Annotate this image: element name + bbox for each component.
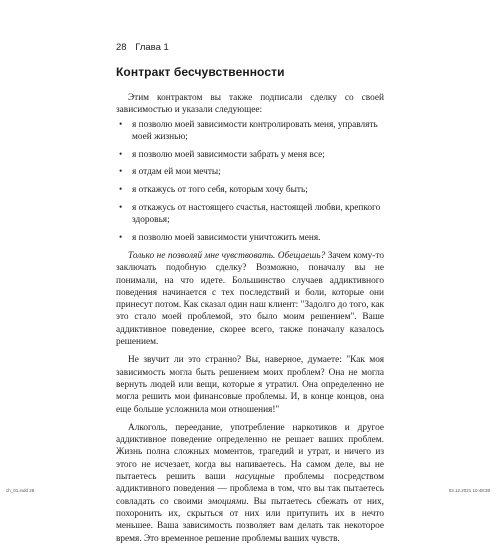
section-title: Контракт бесчувственности	[116, 65, 285, 79]
paragraph-3: Не звучит ли это странно? Вы, наверное, думаете: "Как моя зависимость могла быть решением моих проблем? Она не могла вернуть людей или вещи, которые я утратил. Она определенно не могла решить мои финансовые проблемы. И, в конце концов, она еще больше усложнила мои отношения!"	[116, 355, 384, 415]
paragraph-2: Только не позволяй мне чувствовать. Обещаешь? Зачем кому-то заключать подобную сделку? Возможно, поначалу вы не понимали, на что идете. Большинство случаев аддиктивного поведения начинается с тех последствий и боли, которые они принесут потом. Как сказал один наш клиент: "Задолго до того, как это стало моей проблемой, это было моим решением". Ваше аддиктивное поведение, скорее всего, также поначалу казалось решением.	[116, 250, 384, 348]
bullet-icon: •	[119, 233, 123, 244]
list-item: • я отдам ей мои мечты;	[119, 167, 221, 178]
bullet-icon: •	[119, 119, 123, 130]
list-item: • я откажусь от того себя, которым хочу быть;	[119, 185, 308, 196]
running-header	[116, 42, 169, 53]
paragraph-4: Алкоголь, переедание, употребление наркотиков и другое аддиктивное поведение определенно не решает ваших проблем. Жизнь полна сложных моментов, трагедий и утрат, и ничего из этого не исчезает, когда вы напиваетесь. На самом деле, вы не пытаетесь решить ваши насущные проблемы посредством аддиктивного поведения — проблема в том, что вы так пытаетесь совладать со своими эмоциями. Вы пытаетесь сбежать от них, похоронить их, скрыться от них или притупить их в нечто меньшее. Ваша зависимость позволяет вам делать так некоторое время. Это временное решение проблемы ваших чувств.	[116, 422, 384, 544]
page-number: 28	[116, 42, 127, 53]
list-item: • я позволю моей зависимости забрать у меня все;	[119, 149, 325, 160]
bullet-icon: •	[119, 149, 123, 160]
intro-paragraph: Этим контрактом вы также подписали сделку со своей зависимостью и указали следующее:	[116, 93, 384, 116]
list-item: • я позволю моей зависимости уничтожить меня.	[119, 233, 321, 244]
chapter-label: Глава 1	[135, 42, 169, 53]
footer-timestamp: 03.12.2021 10:48:38	[448, 488, 490, 493]
contract-list	[116, 119, 384, 245]
list-item: • я позволю моей зависимости контролировать меня, управлять моей жизнью;	[119, 119, 378, 142]
body-text	[116, 92, 384, 545]
italic-lead: Только не позволяй мне чувствовать. Обещаешь?	[128, 250, 326, 261]
bullet-icon: •	[119, 167, 123, 178]
bullet-icon: •	[119, 203, 123, 214]
list-item: • я откажусь от настоящего счастья, настоящей любви, крепкого здоровья;	[119, 203, 381, 226]
footer-file: ch_01.indd 28	[6, 488, 35, 493]
bullet-icon: •	[119, 185, 123, 196]
